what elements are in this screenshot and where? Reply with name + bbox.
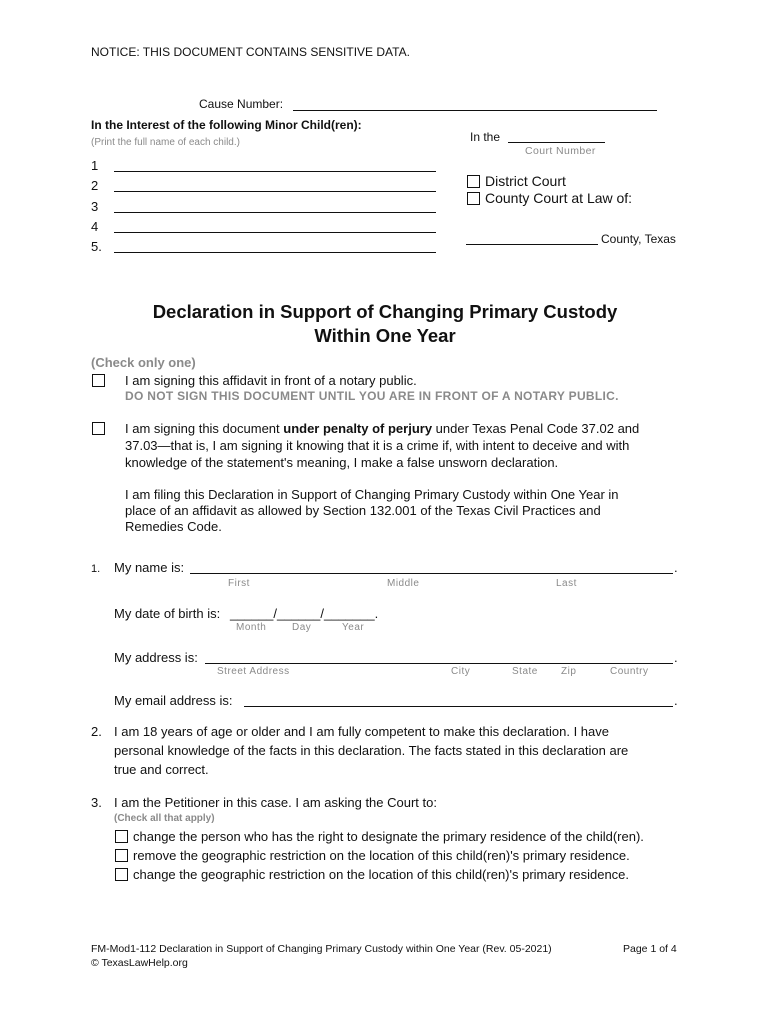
zip-caption: Zip: [561, 666, 577, 677]
dob-label: My date of birth is:: [114, 606, 221, 621]
page-title: Declaration in Support of Changing Primary Custody: [152, 301, 618, 322]
perjury-bold: under penalty of perjury: [283, 421, 433, 436]
child-name-field-4[interactable]: [114, 232, 436, 233]
page-title-line2: Within One Year: [314, 325, 456, 346]
minor-children-label: In the Interest of the following Minor Child(ren):: [91, 118, 362, 132]
option-designate-text: change the person who has the right to designate the primary residence of the child(ren).: [133, 829, 644, 844]
street-caption: Street Address: [217, 666, 290, 677]
perjury-post: under Texas Penal Code 37.02 and: [432, 421, 640, 436]
middle-caption: Middle: [387, 578, 420, 589]
city-caption: City: [451, 666, 471, 677]
in-the-label: In the: [470, 130, 501, 144]
perjury-pre: I am signing this document: [125, 421, 284, 436]
option-change-text: change the geographic restriction on the location of this child(ren)'s primary residence.: [133, 867, 630, 882]
check-only-one: (Check only one): [91, 355, 196, 370]
child-number: 2: [91, 178, 99, 193]
period: .: [674, 693, 678, 708]
perjury-option-line2: 37.03—that is, I am signing it knowing that it is a crime if, with intent to deceive and with: [125, 438, 630, 453]
dob-field[interactable]: ______/______/_______.: [230, 606, 379, 621]
last-caption: Last: [556, 578, 577, 589]
first-caption: First: [228, 578, 250, 589]
court-number-caption: Court Number: [525, 145, 596, 157]
name-label: My name is:: [114, 560, 185, 575]
option-designate-checkbox[interactable]: [115, 830, 128, 843]
child-number: 1: [91, 158, 99, 173]
footer-form-id: FM-Mod1-112 Declaration in Support of Changing Primary Custody within One Year (Rev. 05-2021): [91, 943, 552, 955]
item2-line1: I am 18 years of age or older and I am fully competent to make this declaration. I have: [114, 724, 609, 739]
year-caption: Year: [342, 622, 365, 633]
notary-checkbox[interactable]: [92, 374, 105, 387]
page-number: Page 1 of 4: [623, 943, 677, 955]
option-change-checkbox[interactable]: [115, 868, 128, 881]
notary-warning: DO NOT SIGN THIS DOCUMENT UNTIL YOU ARE IN FRONT OF A NOTARY PUBLIC.: [125, 389, 619, 403]
district-court-checkbox[interactable]: [467, 175, 480, 188]
country-caption: Country: [610, 666, 649, 677]
email-label: My email address is:: [114, 693, 233, 708]
court-number-field[interactable]: [508, 142, 605, 143]
item-number-1: 1.: [91, 563, 101, 575]
filing-line2: place of an affidavit as allowed by Section 132.001 of the Texas Civil Practices and: [125, 503, 601, 518]
cause-number-field[interactable]: [293, 110, 657, 111]
state-caption: State: [512, 666, 538, 677]
print-hint: (Print the full name of each child.): [91, 137, 240, 148]
county-name-field[interactable]: [466, 244, 598, 245]
child-number: 3: [91, 199, 99, 214]
child-number: 5.: [91, 239, 102, 254]
month-caption: Month: [236, 622, 267, 633]
option-remove-text: remove the geographic restriction on the location of this child(ren)'s primary residence.: [133, 848, 630, 863]
footer-copyright: © TexasLawHelp.org: [91, 957, 188, 969]
child-name-field-1[interactable]: [114, 171, 436, 172]
email-field[interactable]: [244, 706, 673, 707]
filing-line3: Remedies Code.: [125, 519, 222, 534]
child-name-field-5[interactable]: [114, 252, 436, 253]
county-texas-label: County, Texas: [601, 232, 676, 246]
item2-line3: true and correct.: [114, 762, 209, 777]
item-number-3: 3.: [91, 795, 102, 810]
perjury-option-line3: knowledge of the statement's meaning, I make a false unsworn declaration.: [125, 455, 559, 470]
sensitive-notice: NOTICE: THIS DOCUMENT CONTAINS SENSITIVE DATA.: [91, 45, 410, 59]
day-caption: Day: [292, 622, 312, 633]
filing-line1: I am filing this Declaration in Support of Changing Primary Custody within One Year in: [125, 487, 619, 502]
period: .: [674, 560, 678, 575]
check-all-hint: (Check all that apply): [114, 813, 215, 824]
child-number: 4: [91, 219, 99, 234]
county-court-label: County Court at Law of:: [485, 190, 633, 206]
cause-number-label: Cause Number:: [199, 97, 284, 111]
address-field[interactable]: [205, 663, 673, 664]
name-field[interactable]: [190, 573, 673, 574]
child-name-field-2[interactable]: [114, 191, 436, 192]
option-remove-checkbox[interactable]: [115, 849, 128, 862]
address-label: My address is:: [114, 650, 198, 665]
district-court-label: District Court: [485, 173, 566, 189]
child-name-field-3[interactable]: [114, 212, 436, 213]
period: .: [674, 650, 678, 665]
perjury-checkbox[interactable]: [92, 422, 105, 435]
county-court-checkbox[interactable]: [467, 192, 480, 205]
item2-line2: personal knowledge of the facts in this declaration. The facts stated in this declaration are: [114, 743, 629, 758]
perjury-option-line1: [125, 421, 639, 436]
notary-option-text: I am signing this affidavit in front of a notary public.: [125, 373, 417, 388]
item-number-2: 2.: [91, 724, 102, 739]
item3-text: I am the Petitioner in this case. I am asking the Court to:: [114, 795, 437, 810]
